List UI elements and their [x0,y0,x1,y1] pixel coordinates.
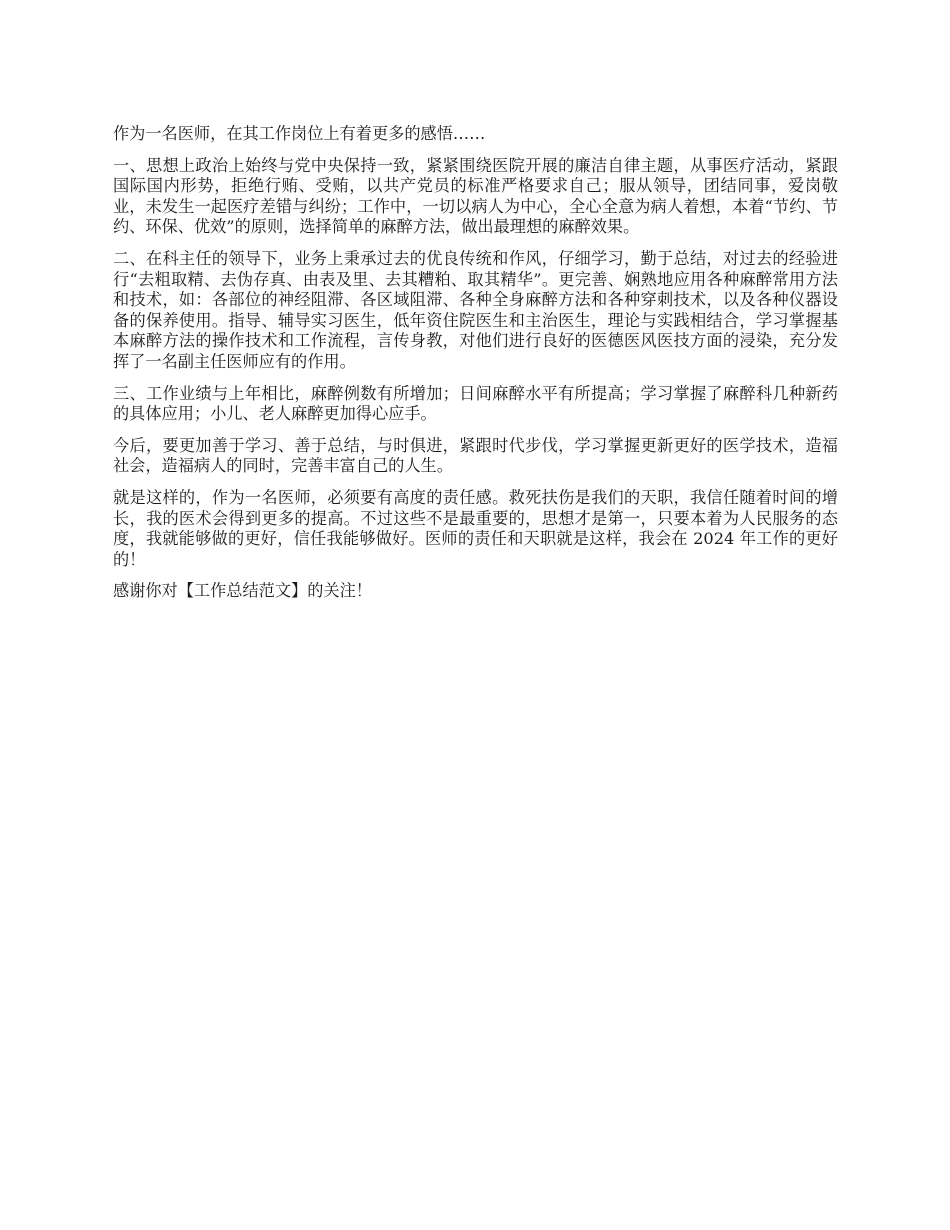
conclusion-paragraph: 就是这样的，作为一名医师，必须要有高度的责任感。救死扶伤是我们的天职，我信任随着时间的增长，我的医术会得到更多的提高。不过这些不是最重要的，思想才是第一，只要本着为人民服务的态度，我就能够做的更好，信任我能够做好。医师的责任和天职就是这样，我会在 2024 年工作的更好的！ [113,487,838,569]
thanks-paragraph: 感谢你对【工作总结范文】的关注！ [113,581,372,601]
section-one-paragraph: 一、思想上政治上始终与党中央保持一致，紧紧围绕医院开展的廉洁自律主题，从事医疗活动，紧跟国际国内形势，拒绝行贿、受贿，以共产党员的标准严格要求自己；服从领导，团结同事，爱岗敬业，未发生一起医疗差错与纠纷；工作中，一切以病人为中心，全心全意为病人着想，本着“节约、节约、环保、优效”的原则，选择简单的麻醉方法，做出最理想的麻醉效果。 [113,155,838,237]
document-body [113,124,838,613]
intro-paragraph: 作为一名医师，在其工作岗位上有着更多的感悟…… [113,124,486,143]
future-plan-paragraph: 今后，要更加善于学习、善于总结，与时俱进，紧跟时代步伐，学习掌握更新更好的医学技术，造福社会，造福病人的同时，完善丰富自己的人生。 [113,435,838,476]
section-three-paragraph: 三、工作业绩与上年相比，麻醉例数有所增加；日间麻醉水平有所提高；学习掌握了麻醉科几种新药的具体应用；小儿、老人麻醉更加得心应手。 [113,383,838,424]
section-two-paragraph: 二、在科主任的领导下，业务上秉承过去的优良传统和作风，仔细学习，勤于总结，对过去的经验进行“去粗取精、去伪存真、由表及里、去其糟粕、取其精华”。更完善、娴熟地应用各种麻醉常用方法和技术，如：各部位的神经阻滞、各区域阻滞、各种全身麻醉方法和各种穿刺技术，以及各种仪器设备的保养使用。指导、辅导实习医生，低年资住院医生和主治医生，理论与实践相结合，学习掌握基本麻醉方法的操作技术和工作流程，言传身教，对他们进行良好的医德医风医技方面的浸染，充分发挥了一名副主任医师应有的作用。 [113,248,838,371]
